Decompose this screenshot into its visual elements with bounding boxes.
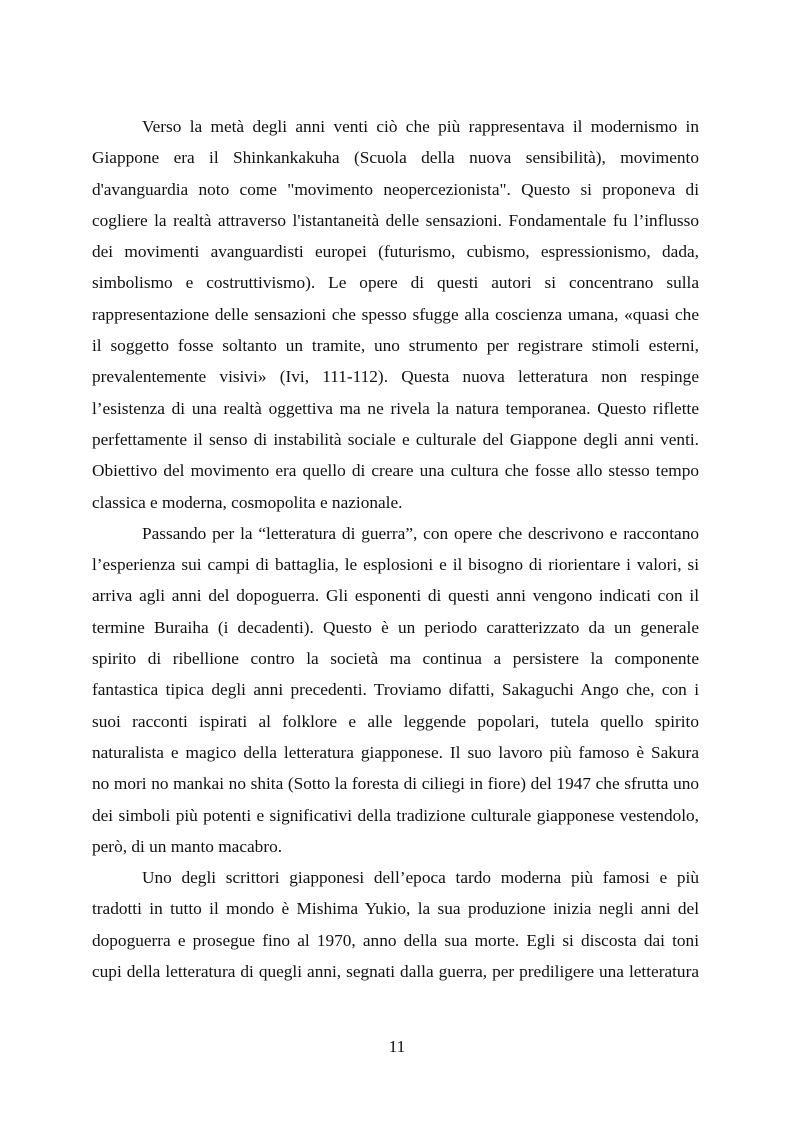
text-line: perfettamente il senso di instabilità sociale e culturale del Giappone degli anni venti. <box>92 429 699 449</box>
text-line: suoi racconti ispirati al folklore e alle leggende popolari, tutela quello spirito <box>92 711 699 731</box>
text-line: dei simboli più potenti e significativi della tradizione culturale giapponese vestendolo, <box>92 805 699 825</box>
text-line: arriva agli anni del dopoguerra. Gli esponenti di questi anni vengono indicati con il <box>92 586 699 606</box>
text-line: simbolismo e costruttivismo). Le opere di questi autori si concentrano sulla <box>92 273 699 293</box>
text-line: Verso la metà degli anni venti ciò che più rappresentava il modernismo in <box>142 117 699 136</box>
text-line: naturalista e magico della letteratura giapponese. Il suo lavoro più famoso è Sakura <box>92 742 699 762</box>
page-number: 11 <box>388 1037 406 1056</box>
text-line: dopoguerra e prosegue fino al 1970, anno della sua morte. Egli si discosta dai toni <box>92 930 699 950</box>
text-line: classica e moderna, cosmopolita e nazionale. <box>92 492 403 512</box>
text-line: rappresentazione delle sensazioni che spesso sfugge alla coscienza umana, «quasi che <box>92 304 699 324</box>
text-line: tradotti in tutto il mondo è Mishima Yukio, la sua produzione inizia negli anni del <box>92 899 699 919</box>
text-line: no mori no mankai no shita (Sotto la foresta di ciliegi in fiore) del 1947 che sfrutta uno <box>92 774 699 794</box>
text-line: spirito di ribellione contro la società ma continua a persistere la componente <box>92 649 699 669</box>
text-line: cogliere la realtà attraverso l'istantaneità delle sensazioni. Fondamentale fu l’influsso <box>92 210 699 230</box>
text-line: Obiettivo del movimento era quello di creare una cultura che fosse allo stesso tempo <box>92 461 699 481</box>
text-line: cupi della letteratura di quegli anni, segnati dalla guerra, per prediligere una letteratura <box>92 962 699 982</box>
text-line: termine Buraiha (i decadenti). Questo è un periodo caratterizzato da un generale <box>92 617 699 637</box>
text-line: l’esperienza sui campi di battaglia, le esplosioni e il bisogno di riorientare i valori, si <box>92 555 699 575</box>
text-line: il soggetto fosse soltanto un tramite, uno strumento per registrare stimoli esterni, <box>92 336 699 356</box>
text-line: fantastica tipica degli anni precedenti. Troviamo difatti, Sakaguchi Ango che, con i <box>92 680 699 700</box>
text-line: Passando per la “letteratura di guerra”, con opere che descrivono e raccontano <box>142 523 699 543</box>
text-line: d'avanguardia noto come "movimento neopercezionista". Questo si proponeva di <box>92 179 699 199</box>
text-line: Uno degli scrittori giapponesi dell’epoca tardo moderna più famosi e più <box>142 868 699 888</box>
text-line: Giappone era il Shinkankakuha (Scuola della nuova sensibilità), movimento <box>92 148 699 168</box>
text-line: dei movimenti avanguardisti europei (futurismo, cubismo, espressionismo, dada, <box>92 242 699 262</box>
text-line: però, di un manto macabro. <box>92 836 283 856</box>
text-line: prevalentemente visivi» (Ivi, 111-112). Questa nuova letteratura non respinge <box>92 367 699 387</box>
body-text <box>92 111 699 987</box>
text-line: l’esistenza di una realtà oggettiva ma ne rivela la natura temporanea. Questo riflette <box>92 398 699 418</box>
